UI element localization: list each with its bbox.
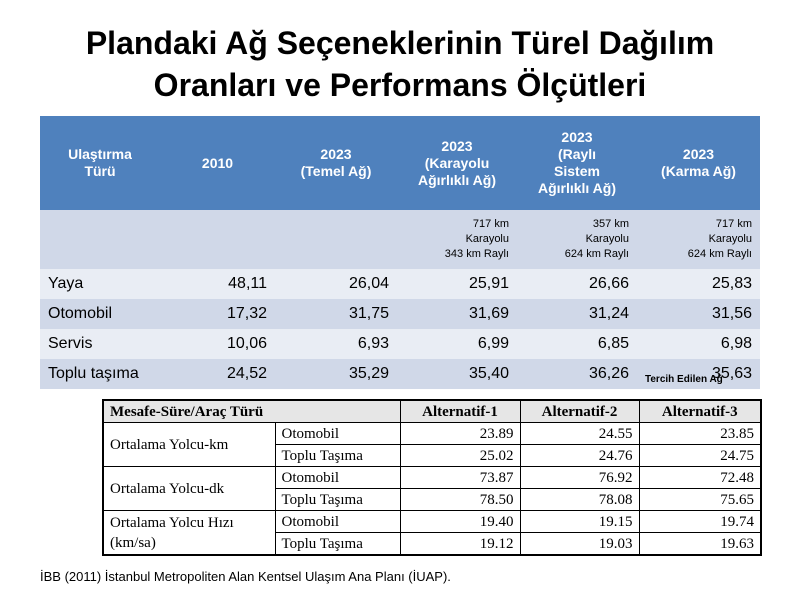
table-row bbox=[103, 467, 761, 489]
header-line: Ağırlıklı Ağ) bbox=[417, 171, 497, 188]
table-row bbox=[103, 423, 761, 445]
header-2023-base bbox=[275, 116, 397, 210]
header-line: 2023 bbox=[441, 137, 473, 154]
row-label: Otomobil bbox=[40, 299, 160, 329]
value-cell: 19.40 bbox=[400, 511, 520, 533]
header-transport-type bbox=[40, 116, 160, 210]
value-cell: 25,91 bbox=[397, 269, 517, 299]
slide-title bbox=[0, 22, 800, 106]
header-2023-road bbox=[397, 116, 517, 210]
network-length-cell bbox=[275, 210, 397, 269]
header-alternative-1: Alternatif-1 bbox=[400, 400, 520, 423]
value-cell: 19.74 bbox=[639, 511, 761, 533]
header-2010 bbox=[160, 116, 275, 210]
modal-share-table bbox=[40, 116, 760, 389]
value-cell: 19.12 bbox=[400, 533, 520, 556]
header-line: 2023 bbox=[561, 129, 593, 145]
mode-label: Otomobil bbox=[275, 511, 400, 533]
value-cell: 24.76 bbox=[520, 445, 639, 467]
value-cell: 78.08 bbox=[520, 489, 639, 511]
value-cell: 36,26 bbox=[517, 359, 637, 389]
header-line: 2023 bbox=[320, 146, 352, 162]
title-line-2: Oranları ve Performans Ölçütleri bbox=[153, 67, 647, 103]
preferred-network-label: Tercih Edilen Ağ bbox=[645, 374, 723, 385]
network-length-line: 624 km Raylı bbox=[687, 248, 752, 260]
row-label: Toplu taşıma bbox=[40, 359, 160, 389]
header-2023-rail bbox=[517, 116, 637, 210]
alternatives-table bbox=[102, 399, 762, 556]
network-length-cell bbox=[160, 210, 275, 269]
value-cell: 6,93 bbox=[275, 329, 397, 359]
value-cell: 10,06 bbox=[160, 329, 275, 359]
mode-label: Otomobil bbox=[275, 467, 400, 489]
network-length-line: 357 km bbox=[592, 218, 629, 230]
header-metric: Mesafe-Süre/Araç Türü bbox=[103, 400, 400, 423]
network-length-row bbox=[40, 210, 760, 269]
row-label: Yaya bbox=[40, 269, 160, 299]
value-cell: 23.89 bbox=[400, 423, 520, 445]
network-length-line: 624 km Raylı bbox=[564, 248, 629, 260]
header-2023-mixed bbox=[637, 116, 760, 210]
table-row bbox=[103, 511, 761, 533]
header-alternative-2: Alternatif-2 bbox=[520, 400, 639, 423]
group-label: Ortalama Yolcu-km bbox=[103, 423, 275, 467]
value-cell: 48,11 bbox=[160, 269, 275, 299]
mode-label: Toplu Taşıma bbox=[275, 445, 400, 467]
header-line: (Karma Ağ) bbox=[661, 163, 736, 179]
network-length-line: 717 km bbox=[715, 218, 752, 230]
value-cell: 31,24 bbox=[517, 299, 637, 329]
title-line-1: Plandaki Ağ Seçeneklerinin Türel Dağılım bbox=[85, 25, 715, 61]
value-cell bbox=[637, 359, 760, 389]
header-line: Türü bbox=[84, 163, 116, 179]
value-cell: 75.65 bbox=[639, 489, 761, 511]
modal-share-header-row bbox=[40, 116, 760, 210]
network-length-cell bbox=[637, 210, 760, 269]
value-cell: 31,69 bbox=[397, 299, 517, 329]
value-cell: 73.87 bbox=[400, 467, 520, 489]
value-cell: 31,75 bbox=[275, 299, 397, 329]
value-cell: 26,66 bbox=[517, 269, 637, 299]
value-cell: 6,98 bbox=[637, 329, 760, 359]
table-row bbox=[40, 299, 760, 329]
network-length-line: 343 km Raylı bbox=[444, 248, 509, 260]
network-length-line: Karayolu bbox=[465, 233, 509, 245]
row-label: Servis bbox=[40, 329, 160, 359]
value-cell: 31,56 bbox=[637, 299, 760, 329]
network-length-cell bbox=[40, 210, 160, 269]
value-cell: 6,99 bbox=[397, 329, 517, 359]
header-line: 2023 bbox=[682, 146, 715, 162]
value-cell: 23.85 bbox=[639, 423, 761, 445]
mode-label: Toplu Taşıma bbox=[275, 489, 400, 511]
table-row bbox=[40, 359, 760, 389]
value-cell: 76.92 bbox=[520, 467, 639, 489]
header-line: Ulaştırma bbox=[68, 146, 132, 162]
value-cell: 78.50 bbox=[400, 489, 520, 511]
alternatives-header-row bbox=[103, 400, 761, 423]
table-row bbox=[40, 269, 760, 299]
table-row bbox=[40, 329, 760, 359]
header-line: (Karayolu bbox=[424, 154, 490, 171]
value-cell: 24.55 bbox=[520, 423, 639, 445]
value-cell: 72.48 bbox=[639, 467, 761, 489]
value-cell: 19.15 bbox=[520, 511, 639, 533]
value-cell: 26,04 bbox=[275, 269, 397, 299]
network-length-line: Karayolu bbox=[708, 233, 752, 245]
value-cell: 19.03 bbox=[520, 533, 639, 556]
header-alternative-3: Alternatif-3 bbox=[639, 400, 761, 423]
network-length-line: 717 km bbox=[472, 218, 509, 230]
header-line: Ağırlıklı Ağ) bbox=[537, 180, 617, 196]
group-label: Ortalama Yolcu Hızı (km/sa) bbox=[103, 511, 275, 556]
network-length-cell bbox=[517, 210, 637, 269]
value-cell: 35,29 bbox=[275, 359, 397, 389]
network-length-cell bbox=[397, 210, 517, 269]
header-line: 2010 bbox=[201, 154, 234, 171]
value-text: 35,63 bbox=[711, 365, 752, 382]
value-cell: 25.02 bbox=[400, 445, 520, 467]
network-length-line: Karayolu bbox=[585, 233, 629, 245]
value-cell: 17,32 bbox=[160, 299, 275, 329]
value-cell: 6,85 bbox=[517, 329, 637, 359]
mode-label: Otomobil bbox=[275, 423, 400, 445]
value-cell: 19.63 bbox=[639, 533, 761, 556]
value-cell: 24.75 bbox=[639, 445, 761, 467]
header-line: (Raylı bbox=[557, 146, 597, 162]
value-cell: 35,40 bbox=[397, 359, 517, 389]
group-label: Ortalama Yolcu-dk bbox=[103, 467, 275, 511]
mode-label: Toplu Taşıma bbox=[275, 533, 400, 556]
header-line: Sistem bbox=[554, 163, 600, 179]
header-line: (Temel Ağ) bbox=[300, 163, 372, 179]
value-cell: 25,83 bbox=[637, 269, 760, 299]
value-cell: 24,52 bbox=[160, 359, 275, 389]
source-citation: İBB (2011) İstanbul Metropoliten Alan Kentsel Ulaşım Ana Planı (İUAP). bbox=[40, 569, 451, 584]
